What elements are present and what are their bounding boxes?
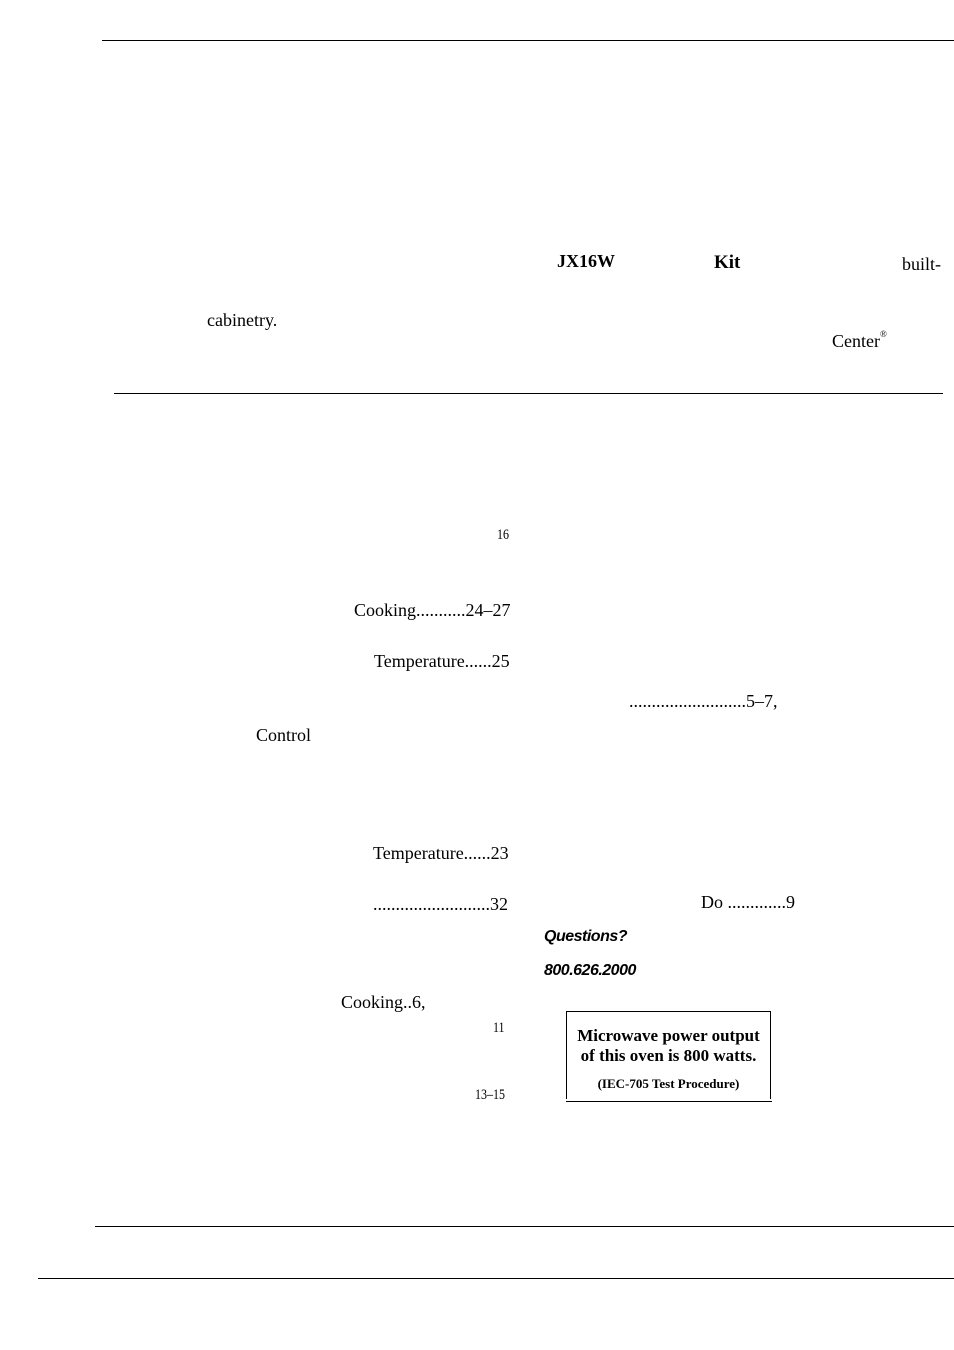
model-number: JX16W [557, 251, 615, 271]
index-entry-11: 11 [493, 1020, 505, 1036]
index-entry-do-9: Do .............9 [701, 892, 795, 912]
section-rule [114, 393, 943, 394]
footer-rule-upper [95, 1226, 954, 1227]
index-entry-32: ..........................32 [373, 894, 508, 914]
power-output-box-bottom-rule [566, 1101, 772, 1102]
center-word: Center [832, 331, 880, 351]
index-entry-cooking-24-27: Cooking...........24–27 [354, 600, 511, 620]
questions-label: Questions? [544, 928, 628, 945]
support-phone-number: 800.626.2000 [544, 962, 636, 979]
index-entry-13-15: 13–15 [475, 1087, 505, 1103]
index-entry-cooking-6: Cooking..6, [341, 992, 426, 1012]
power-output-notice [566, 1011, 771, 1099]
index-entry-5-7: ..........................5–7, [629, 691, 778, 711]
footer-rule-lower [38, 1278, 954, 1279]
registered-mark: ® [879, 329, 887, 339]
index-entry-control: Control [256, 725, 312, 745]
index-entry-16: 16 [497, 527, 509, 543]
power-output-line-1: Microwave power output [577, 1026, 760, 1045]
center-text [832, 329, 887, 351]
cabinetry-text: cabinetry. [207, 310, 278, 330]
top-rule [102, 40, 954, 41]
built-text: built- [902, 254, 941, 274]
index-entry-temperature-25: Temperature......25 [374, 651, 510, 671]
kit-label: Kit [714, 252, 741, 273]
index-entry-temperature-23: Temperature......23 [373, 843, 509, 863]
power-output-line-2: of this oven is 800 watts. [580, 1046, 757, 1065]
test-procedure-note: (IEC-705 Test Procedure) [597, 1076, 740, 1091]
